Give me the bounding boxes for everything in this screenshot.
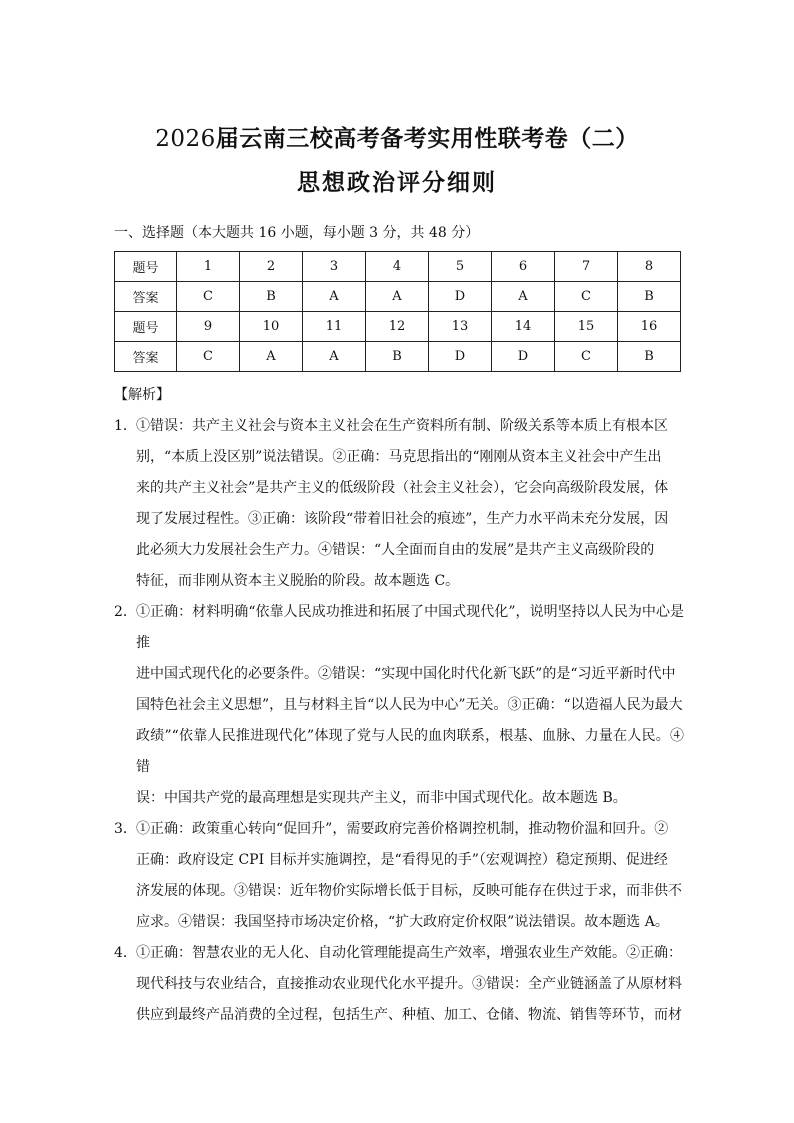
item-text-line: 正确：政府设定 CPI 目标并实施调控，是“看得见的手”（宏观调控）稳定预期、促进经 (136, 852, 668, 868)
item-text-line: 别，“本质上没区别”说法错误。②正确：马克思指出的“刚刚从资本主义社会中产生出 (136, 449, 662, 465)
item-text-line: 来的共产主义社会”是共产主义的低级阶段（社会主义社会），它会向高级阶段发展，体 (136, 480, 669, 496)
title-line1: 届云南三校高考备考实用性联考卷（二） (215, 126, 639, 152)
item-number: 1． (114, 418, 137, 434)
item-text-line: 济发展的体现。③错误：近年物价实际增长低于目标，反映可能存在供过于求，而非供不 (136, 883, 682, 899)
row-label: 答案 (115, 342, 177, 372)
answer-table-cell: D (429, 282, 492, 312)
answer-table-cell: D (492, 342, 555, 372)
item-text-line: 特征，而非刚从资本主义脱胎的阶段。故本题选 C。 (136, 573, 460, 589)
item-text-line: 现了发展过程性。③正确：该阶段“带着旧社会的痕迹”，生产力水平尚未充分发展，因 (136, 511, 669, 527)
item-text-line: 此必须大力发展社会生产力。④错误：“人全面而自由的发展”是共产主义高级阶段的 (136, 542, 655, 558)
answer-table-cell: B (240, 282, 303, 312)
answer-table-cell: 15 (555, 312, 618, 342)
analysis-list (114, 411, 684, 1031)
answer-table-cell: 1 (177, 252, 240, 282)
analysis-heading: 【解析】 (114, 387, 170, 403)
answer-table-row (115, 252, 681, 282)
answer-table-cell: 8 (618, 252, 681, 282)
item-text-line: ①正确：智慧农业的无人化、自动化管理能提高生产效率，增强农业生产效能。②正确： (136, 945, 682, 961)
answer-table-cell: 10 (240, 312, 303, 342)
answer-table-cell: 5 (429, 252, 492, 282)
title-year: 2026 (155, 126, 216, 152)
item-text-line: 政绩”“依靠人民推进现代化”体现了党与人民的血肉联系，根基、血脉、力量在人民。④错 (136, 728, 684, 775)
answer-table-row (115, 312, 681, 342)
item-text-line: 进中国式现代化的必要条件。②错误：“实现中国化时代化新飞跃”的是“习近平新时代中 (136, 666, 676, 682)
answer-table-cell: A (366, 282, 429, 312)
answer-table-row (115, 342, 681, 372)
answer-table-cell: 13 (429, 312, 492, 342)
row-label: 题号 (115, 252, 177, 282)
answer-table-cell: B (618, 342, 681, 372)
document-subtitle: 思想政治评分细则 (297, 170, 497, 196)
row-label: 答案 (115, 282, 177, 312)
answer-table-cell: B (618, 282, 681, 312)
item-text-line: ①错误：共产主义社会与资本主义社会在生产资料所有制、阶级关系等本质上有根本区 (136, 418, 668, 434)
answer-table-cell: C (177, 282, 240, 312)
answer-table-row (115, 282, 681, 312)
item-text-line: ①正确：政策重心转向“促回升”，需要政府完善价格调控机制，推动物价温和回升。② (136, 821, 669, 837)
answer-table-cell: 12 (366, 312, 429, 342)
item-text-line: ①正确：材料明确“依靠人民成功推进和拓展了中国式现代化”，说明坚持以人民为中心是推 (136, 604, 684, 651)
item-text-line: 误：中国共产党的最高理想是实现共产主义，而非中国式现代化。故本题选 B。 (136, 790, 627, 806)
answer-table-cell: 14 (492, 312, 555, 342)
answer-table-cell: C (555, 342, 618, 372)
answer-table-cell: 16 (618, 312, 681, 342)
answer-table-cell: A (492, 282, 555, 312)
item-number: 2． (114, 604, 137, 620)
answer-table-cell: C (555, 282, 618, 312)
analysis-item (114, 814, 684, 938)
answer-table-cell: D (429, 342, 492, 372)
answer-table-cell: 7 (555, 252, 618, 282)
answer-table-cell: 3 (303, 252, 366, 282)
item-text-line: 现代科技与农业结合，直接推动农业现代化水平提升。③错误：全产业链涵盖了从原材料 (136, 976, 682, 992)
item-number: 4． (114, 945, 137, 961)
answer-table-cell: 11 (303, 312, 366, 342)
analysis-item (114, 597, 684, 814)
item-text-line: 应求。④错误：我国坚持市场决定价格，“扩大政府定价权限”说法错误。故本题选 A。 (136, 914, 669, 930)
answer-table-cell: B (366, 342, 429, 372)
answer-table-cell: 4 (366, 252, 429, 282)
analysis-item (114, 938, 684, 1031)
answer-table (114, 251, 681, 372)
item-number: 3． (114, 821, 137, 837)
answer-table-cell: 2 (240, 252, 303, 282)
row-label: 题号 (115, 312, 177, 342)
section-heading: 一、选择题（本大题共 16 小题，每小题 3 分，共 48 分） (114, 225, 480, 241)
answer-table-cell: C (177, 342, 240, 372)
answer-table-cell: A (240, 342, 303, 372)
answer-table-cell: A (303, 282, 366, 312)
answer-table-cell: 6 (492, 252, 555, 282)
answer-table-cell: 9 (177, 312, 240, 342)
item-text-line: 国特色社会主义思想”，且与材料主旨“以人民为中心”无关。③正确：“以造福人民为最大 (136, 697, 683, 713)
item-text-line: 供应到最终产品消费的全过程，包括生产、种植、加工、仓储、物流、销售等环节，而材 (136, 1007, 682, 1023)
document-title (0, 120, 794, 153)
answer-table-cell: A (303, 342, 366, 372)
analysis-item (114, 411, 684, 597)
